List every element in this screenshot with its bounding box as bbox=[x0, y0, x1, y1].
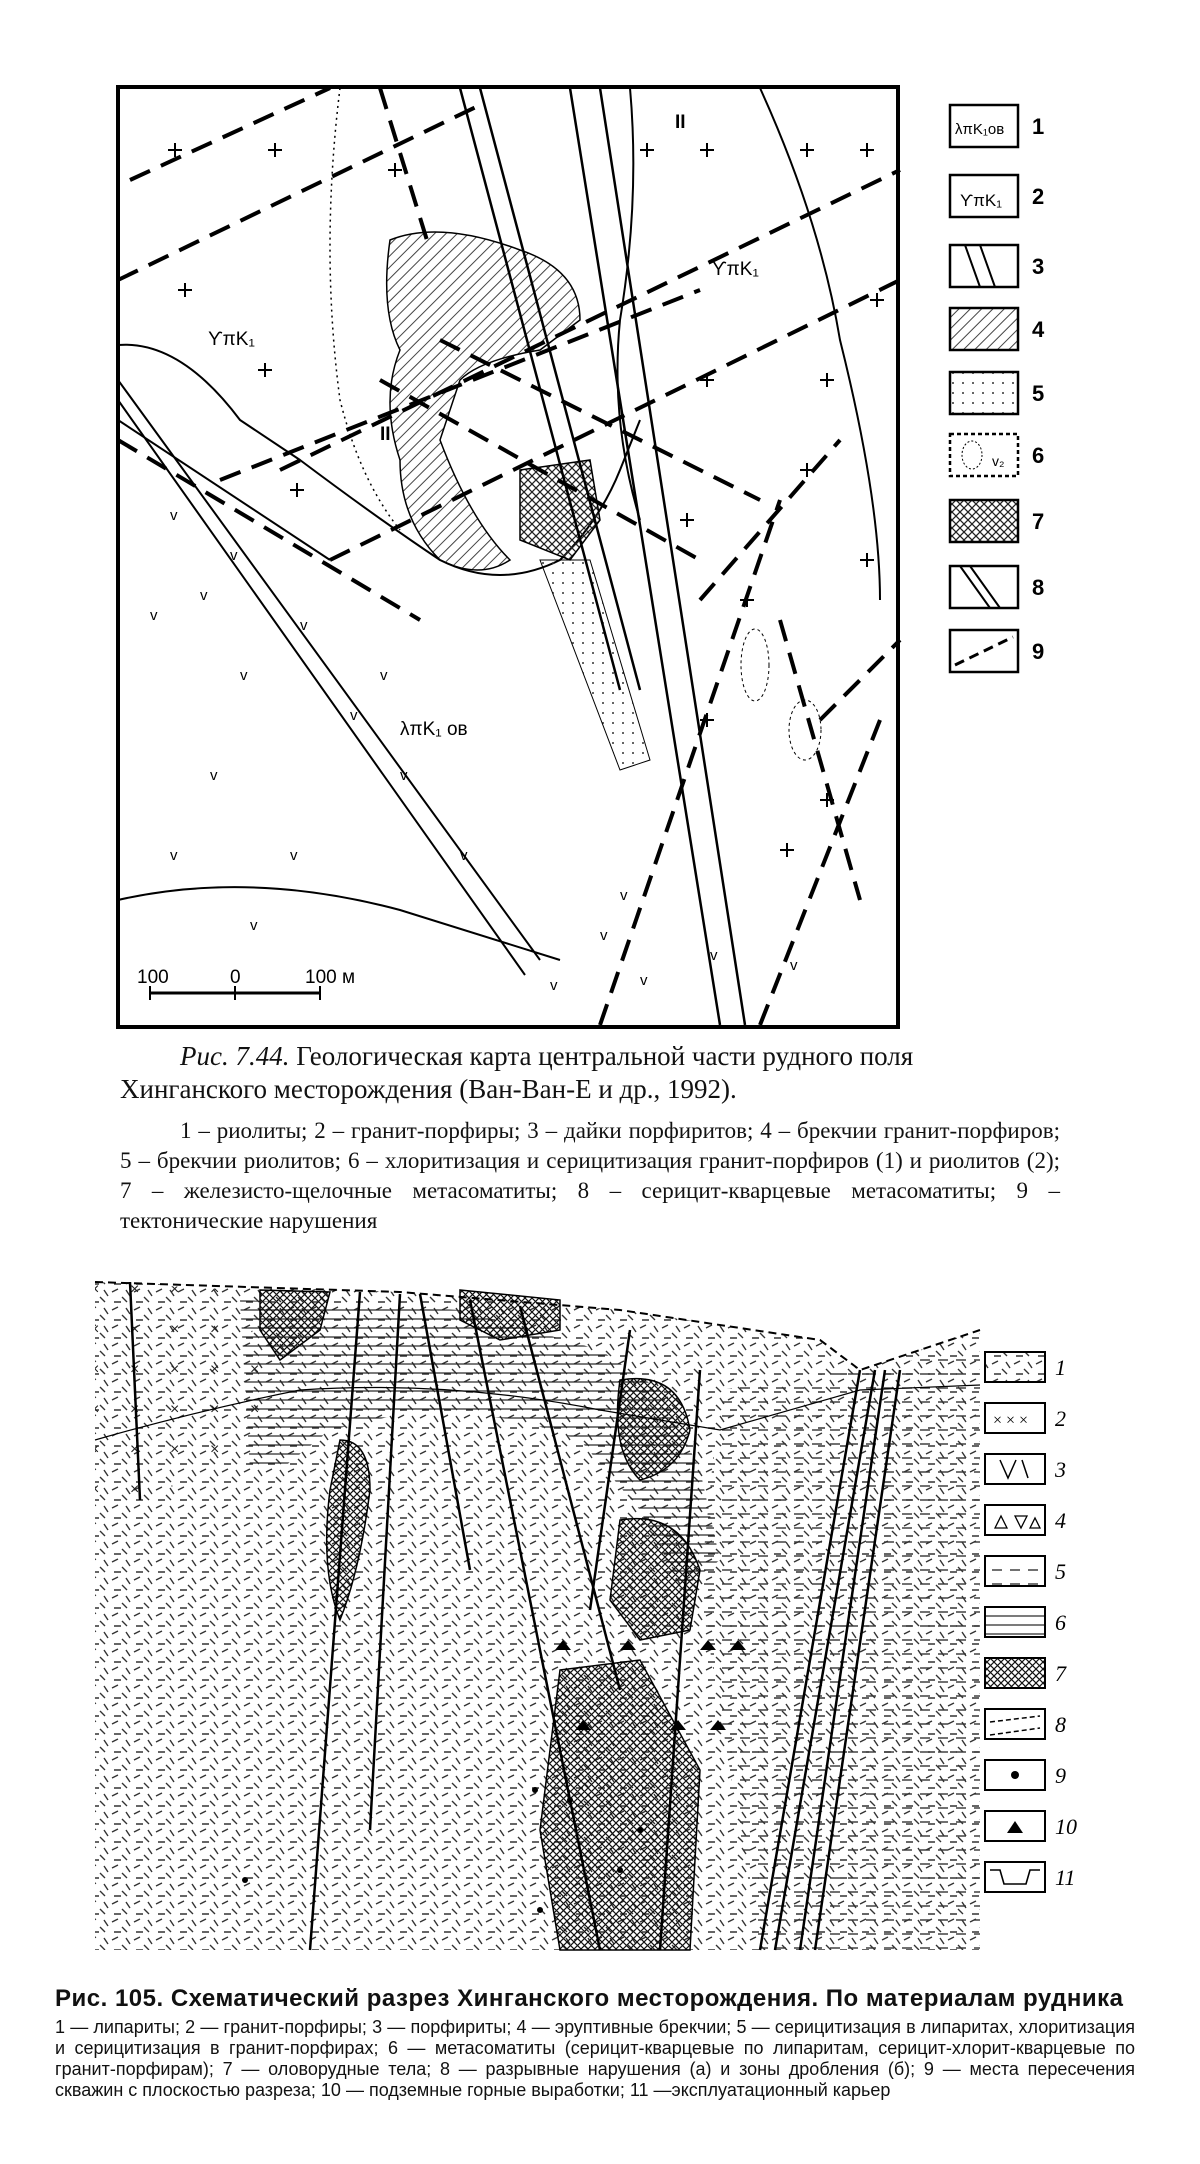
legend-code-6: v₂ bbox=[992, 453, 1005, 469]
section-legend-num-4: 4 bbox=[1055, 1508, 1066, 1533]
section-legend-item-8 bbox=[985, 1709, 1066, 1739]
map-label-granite-west: ϒπK₁ bbox=[208, 329, 255, 350]
legend-num-9: 9 bbox=[1032, 639, 1045, 664]
section-legend-item-6 bbox=[985, 1607, 1066, 1637]
map-legend-item-9 bbox=[950, 630, 1044, 672]
map-label-section-line-b: II bbox=[380, 424, 391, 445]
map-legend-item-1 bbox=[950, 105, 1044, 147]
map-legend-item-7 bbox=[950, 500, 1044, 542]
section-legend bbox=[985, 1352, 1077, 1892]
map-legend-item-2 bbox=[950, 175, 1044, 217]
map-caption-description: 1 – риолиты; 2 – гранит-порфиры; 3 – дайки порфиритов; 4 – брекчии гранит-порфиров; 5 – брекчии риолитов; 6 – хлоритизация и серицитизация гранит-порфиров (1) и риолитов (2); 7 – железисто-щелочные метасоматиты; 8 – серицит-кварцевые метасоматиты; 9 – тектонические нарушения bbox=[120, 1118, 1060, 1233]
legend-num-3: 3 bbox=[1032, 254, 1045, 279]
svg-text:v: v bbox=[170, 507, 178, 524]
map-caption-fig-ref: Рис. 7.44. bbox=[180, 1041, 290, 1071]
section-legend-item-10 bbox=[985, 1811, 1077, 1841]
svg-text:v: v bbox=[200, 587, 208, 604]
map-label-section-line-a: II bbox=[675, 112, 686, 133]
svg-text:× × ×: × × × bbox=[993, 1412, 1029, 1429]
svg-text:v: v bbox=[350, 707, 358, 724]
svg-text:v: v bbox=[290, 847, 298, 864]
map-label-granite-east: ϒπK₁ bbox=[712, 259, 759, 280]
map-legend-item-5 bbox=[950, 372, 1044, 414]
svg-text:v: v bbox=[790, 957, 798, 974]
svg-text:v: v bbox=[640, 972, 648, 989]
section-legend-num-1: 1 bbox=[1055, 1355, 1066, 1380]
map-label-rhyolite: λπK₁ ов bbox=[400, 719, 468, 740]
section-legend-item-7 bbox=[985, 1658, 1067, 1688]
scale-mid: 0 bbox=[230, 967, 241, 988]
legend-num-2: 2 bbox=[1032, 184, 1045, 209]
section-legend-num-3: 3 bbox=[1055, 1457, 1066, 1482]
svg-text:v: v bbox=[170, 847, 178, 864]
legend-num-5: 5 bbox=[1032, 381, 1045, 406]
section-legend-num-5: 5 bbox=[1055, 1559, 1066, 1584]
map-caption-title-text: Геологическая карта центральной части рудного поля Хинганского месторождения (Ван-Ван-Е и др., 1992). bbox=[120, 1041, 914, 1104]
section-caption-description: 1 — липариты; 2 — гранит-порфиры; 3 — порфириты; 4 — эруптивные брекчии; 5 — серицитизация в липаритах, хлоритизация и серицитизация в гранит-порфирах; 6 — метасоматиты (серицит-кварцевые по липаритам, серицит-хлорит-кварцевые по гранит-порфирам); 7 — оловорудные тела; 8 — разрывные нарушения (а) и зоны дробления (б); 9 — места пересечения скважин с плоскостью разреза; 10 — подземные горные выработки; 11 —эксплуатационный карьер bbox=[55, 2017, 1135, 2100]
svg-text:v: v bbox=[460, 847, 468, 864]
svg-text:v: v bbox=[240, 667, 248, 684]
scale-left: 100 bbox=[137, 967, 169, 988]
legend-code-2: ϒπK₁ bbox=[960, 191, 1002, 210]
section-legend-num-9: 9 bbox=[1055, 1763, 1066, 1788]
legend-num-8: 8 bbox=[1032, 575, 1045, 600]
map-caption-title bbox=[120, 1040, 1060, 1106]
section-caption-title: Рис. 105. Схематический разрез Хинганского месторождения. По материалам рудника bbox=[55, 1985, 1124, 2012]
map-caption bbox=[120, 1040, 1060, 1236]
legend-code-1: λπK₁ов bbox=[955, 121, 1005, 138]
legend-num-4: 4 bbox=[1032, 317, 1045, 342]
section-legend-item-11 bbox=[985, 1862, 1075, 1892]
scale-right: 100 м bbox=[305, 967, 356, 988]
section-legend-num-11: 11 bbox=[1055, 1865, 1076, 1890]
map-legend-item-6 bbox=[950, 434, 1044, 476]
section-legend-num-10: 10 bbox=[1055, 1814, 1077, 1839]
svg-text:v: v bbox=[210, 767, 218, 784]
svg-text:v: v bbox=[150, 607, 158, 624]
section-legend-num-8: 8 bbox=[1055, 1712, 1066, 1737]
svg-text:v: v bbox=[400, 767, 408, 784]
map-legend-item-3 bbox=[950, 245, 1044, 287]
section-legend-item-5 bbox=[985, 1556, 1066, 1586]
svg-text:v: v bbox=[230, 547, 238, 564]
map-legend bbox=[950, 105, 1045, 672]
legend-num-6: 6 bbox=[1032, 443, 1045, 468]
svg-text:v: v bbox=[300, 617, 308, 634]
section-legend-num-2: 2 bbox=[1055, 1406, 1066, 1431]
svg-text:v: v bbox=[380, 667, 388, 684]
section-legend-num-6: 6 bbox=[1055, 1610, 1066, 1635]
section-legend-num-7: 7 bbox=[1055, 1661, 1066, 1686]
section-legend-item-9 bbox=[985, 1760, 1066, 1790]
legend-num-7: 7 bbox=[1032, 509, 1045, 534]
section-legend-item-3 bbox=[985, 1454, 1066, 1484]
svg-text:v: v bbox=[620, 887, 628, 904]
svg-text:v: v bbox=[710, 947, 718, 964]
cross-section bbox=[0, 1270, 1200, 1980]
section-legend-item-2 bbox=[985, 1403, 1066, 1433]
svg-text:v: v bbox=[250, 917, 258, 934]
geological-map bbox=[0, 0, 1200, 1030]
map-legend-item-8 bbox=[950, 566, 1044, 608]
section-caption bbox=[55, 1985, 1135, 2101]
section-legend-item-1 bbox=[985, 1352, 1066, 1382]
map-legend-item-4 bbox=[950, 308, 1045, 350]
section-legend-item-4 bbox=[985, 1505, 1066, 1535]
svg-text:v: v bbox=[550, 977, 558, 994]
legend-num-1: 1 bbox=[1032, 114, 1045, 139]
svg-text:v: v bbox=[600, 927, 608, 944]
